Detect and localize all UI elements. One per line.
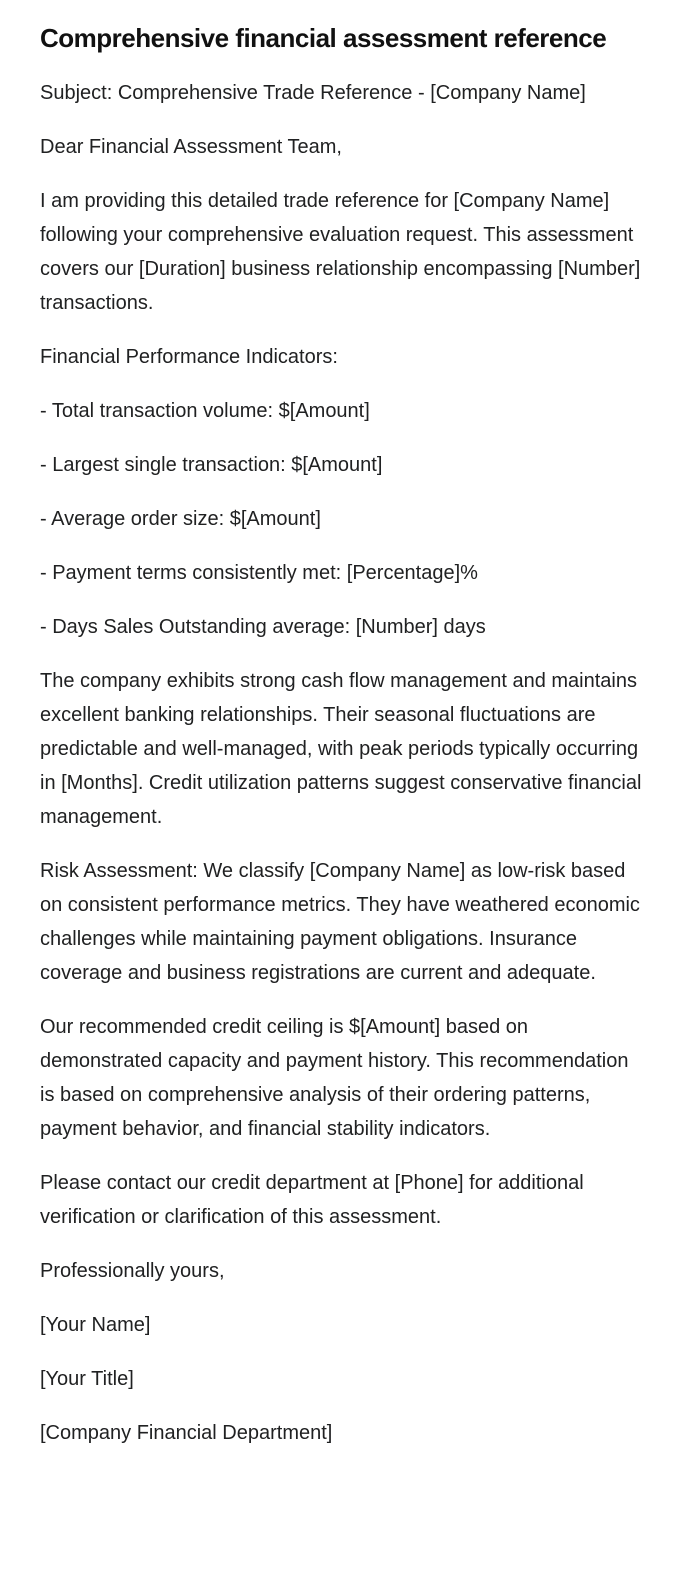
contact-paragraph: Please contact our credit department at [Phone] for additional verification or clarification of this assessment. — [40, 1172, 584, 1228]
subject-line: Subject: Comprehensive Trade Reference - [Company Name] — [40, 82, 586, 104]
indicator-item-total-volume: - Total transaction volume: $[Amount] — [40, 400, 370, 422]
signature-name: [Your Name] — [40, 1314, 151, 1336]
body-paragraph-credit-ceiling: Our recommended credit ceiling is $[Amount] based on demonstrated capacity and payment history. This recommendation is based on comprehensive analysis of their ordering patterns, payment behavior, and financial stability indicators. — [40, 1016, 629, 1140]
signature-title: [Your Title] — [40, 1368, 134, 1390]
indicator-item-average-order: - Average order size: $[Amount] — [40, 508, 321, 530]
indicator-item-dso: - Days Sales Outstanding average: [Number] days — [40, 616, 486, 638]
indicator-item-largest-transaction: - Largest single transaction: $[Amount] — [40, 454, 383, 476]
salutation: Dear Financial Assessment Team, — [40, 136, 342, 158]
body-paragraph-risk-assessment: Risk Assessment: We classify [Company Name] as low-risk based on consistent performance metrics. They have weathered economic challenges while maintaining payment obligations. Insurance coverage and business registrations are current and adequate. — [40, 860, 640, 984]
indicators-heading: Financial Performance Indicators: — [40, 346, 338, 368]
document-title: Comprehensive financial assessment reference — [40, 23, 607, 53]
signature-department: [Company Financial Department] — [40, 1422, 333, 1444]
closing-line: Professionally yours, — [40, 1260, 225, 1282]
indicator-item-payment-terms: - Payment terms consistently met: [Percentage]% — [40, 562, 478, 584]
intro-paragraph: I am providing this detailed trade reference for [Company Name] following your comprehensive evaluation request. This assessment covers our [Duration] business relationship encompassing [Number] transactions. — [40, 190, 641, 314]
body-paragraph-cash-flow: The company exhibits strong cash flow management and maintains excellent banking relationships. Their seasonal fluctuations are predictable and well-managed, with peak periods typically occurring in [Months]. Credit utilization patterns suggest conservative financial management. — [40, 670, 642, 828]
